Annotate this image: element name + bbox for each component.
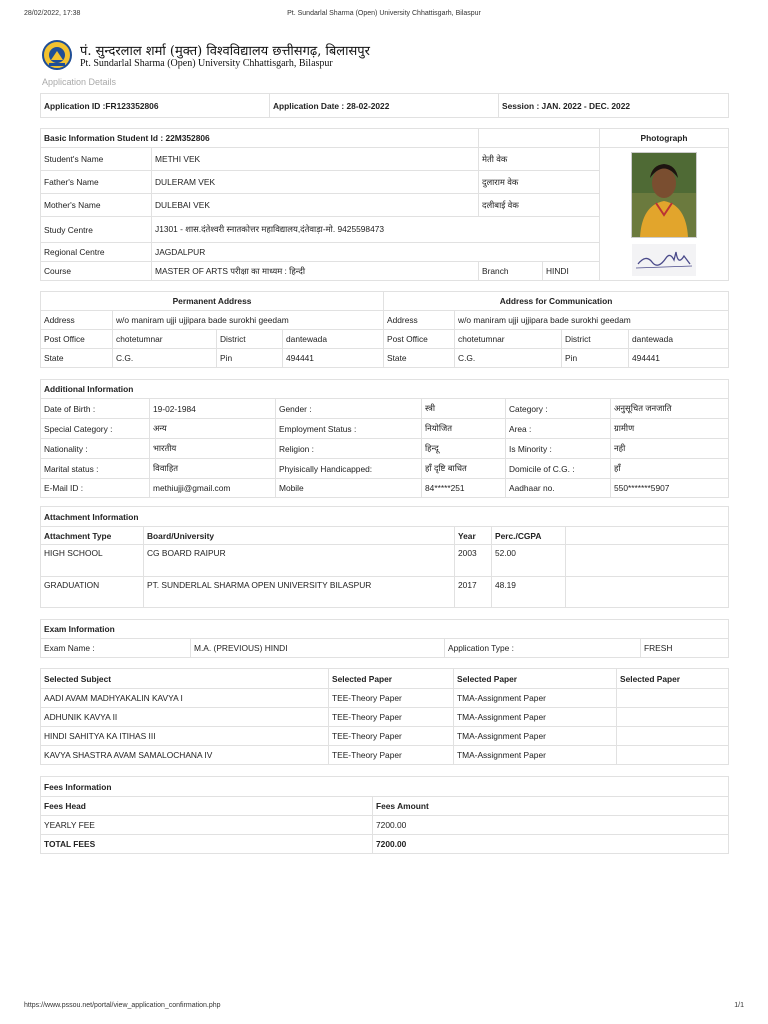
paper-1: TEE-Theory Paper (329, 689, 454, 708)
university-name-english: Pt. Sundarlal Sharma (Open) University Chhattisgarh, Bilaspur (80, 58, 333, 69)
table-row (41, 708, 729, 727)
photo-label: Photograph (600, 129, 729, 148)
paper-1: TEE-Theory Paper (329, 708, 454, 727)
student-name-hindi: मेती वेक (479, 148, 600, 171)
domicile-label: Domicile of C.G. : (506, 459, 611, 479)
table-row (41, 816, 729, 835)
exam-name-value: M.A. (PREVIOUS) HINDI (191, 639, 445, 658)
perm-state-value: C.G. (113, 349, 217, 368)
category-label: Category : (506, 399, 611, 419)
perm-post-office-value: chotetumnar (113, 330, 217, 349)
application-type-label: Application Type : (445, 639, 641, 658)
attachment-perc: 48.19 (492, 577, 566, 608)
attachment-perc: 52.00 (492, 545, 566, 577)
attachment-header-year: Year (455, 527, 492, 545)
perm-district-label: District (217, 330, 283, 349)
attachment-table (40, 506, 729, 608)
mother-name-label: Mother's Name (41, 194, 152, 217)
branch-value: HINDI (543, 262, 600, 281)
minority-value: नही (611, 439, 729, 459)
regional-centre-value: JAGDALPUR (152, 243, 600, 262)
attachment-title: Attachment Information (41, 507, 729, 527)
paper-3 (617, 689, 729, 708)
religion-value: हिन्दू (422, 439, 506, 459)
subject-header: Selected Subject (41, 669, 329, 689)
signature-image (632, 244, 696, 276)
mobile-value: 84*****251 (422, 479, 506, 498)
comm-post-office-label: Post Office (384, 330, 455, 349)
nationality-label: Nationality : (41, 439, 150, 459)
print-datetime: 28/02/2022, 17:38 (24, 10, 81, 17)
comm-pin-label: Pin (562, 349, 629, 368)
paper-1: TEE-Theory Paper (329, 727, 454, 746)
employment-value: नियोजित (422, 419, 506, 439)
comm-pin-value: 494441 (629, 349, 729, 368)
paper-header-1: Selected Paper (329, 669, 454, 689)
gender-label: Gender : (276, 399, 422, 419)
section-label: Application Details (42, 77, 117, 87)
application-strip (40, 93, 729, 118)
basic-info-title: Basic Information Student Id : 22M352806 (41, 129, 479, 148)
special-category-label: Special Category : (41, 419, 150, 439)
comm-address-label: Address (384, 311, 455, 330)
comm-state-value: C.G. (455, 349, 562, 368)
religion-label: Religion : (276, 439, 422, 459)
perm-address-label: Address (41, 311, 113, 330)
category-value: अनुसूचित जनजाति (611, 399, 729, 419)
table-row (41, 727, 729, 746)
comm-district-value: dantewada (629, 330, 729, 349)
attachment-type: GRADUATION (41, 577, 144, 608)
subject-name: KAVYA SHASTRA AVAM SAMALOCHANA IV (41, 746, 329, 765)
table-row (41, 577, 729, 608)
fees-amount: 7200.00 (373, 816, 729, 835)
attachment-header-type: Attachment Type (41, 527, 144, 545)
exam-title: Exam Information (41, 620, 729, 639)
total-fees-amount: 7200.00 (373, 835, 729, 854)
total-fees-label: TOTAL FEES (41, 835, 373, 854)
employment-label: Employment Status : (276, 419, 422, 439)
area-label: Area : (506, 419, 611, 439)
print-title: Pt. Sundarlal Sharma (Open) University Chhattisgarh, Bilaspur (287, 10, 481, 17)
comm-district-label: District (562, 330, 629, 349)
student-name-value: METHI VEK (152, 148, 479, 171)
paper-2: TMA-Assignment Paper (454, 708, 617, 727)
attachment-header-board: Board/University (144, 527, 455, 545)
comm-address-value: w/o maniram ujji ujjipara bade surokhi geedam (455, 311, 729, 330)
application-session: Session : JAN. 2022 - DEC. 2022 (499, 94, 729, 118)
fees-amount-header: Fees Amount (373, 797, 729, 816)
dob-label: Date of Birth : (41, 399, 150, 419)
marital-label: Marital status : (41, 459, 150, 479)
subject-name: HINDI SAHITYA KA ITIHAS III (41, 727, 329, 746)
aadhaar-label: Aadhaar no. (506, 479, 611, 498)
application-date: Application Date : 28-02-2022 (270, 94, 499, 118)
exam-table (40, 619, 729, 658)
university-name-hindi: पं. सुन्दरलाल शर्मा (मुक्त) विश्वविद्यालय छत्तीसगढ़, बिलासपुर (80, 44, 370, 59)
attachment-type: HIGH SCHOOL (41, 545, 144, 577)
communication-address-title: Address for Communication (384, 292, 729, 311)
email-label: E-Mail ID : (41, 479, 150, 498)
additional-info-title: Additional Information (41, 380, 729, 399)
paper-2: TMA-Assignment Paper (454, 746, 617, 765)
aadhaar-value: 550*******5907 (611, 479, 729, 498)
fees-head-header: Fees Head (41, 797, 373, 816)
attachment-year: 2017 (455, 577, 492, 608)
paper-1: TEE-Theory Paper (329, 746, 454, 765)
study-centre-value: J1301 - शास.दंतेश्वरी स्नातकोत्तर महाविद्यालय,दंतेवाड़ा-मो. 9425598473 (152, 217, 600, 243)
address-table (40, 291, 729, 368)
father-name-label: Father's Name (41, 171, 152, 194)
attachment-board: CG BOARD RAIPUR (144, 545, 455, 577)
nationality-value: भारतीय (150, 439, 276, 459)
table-row (41, 545, 729, 577)
fees-title: Fees Information (41, 777, 729, 797)
domicile-value: हाँ (611, 459, 729, 479)
print-url: https://www.pssou.net/portal/view_application_confirmation.php (24, 1002, 221, 1009)
application-type-value: FRESH (641, 639, 729, 658)
student-name-label: Student's Name (41, 148, 152, 171)
handicapped-label: Phyisically Handicapped: (276, 459, 422, 479)
paper-3 (617, 746, 729, 765)
application-id: Application ID :FR123352806 (41, 94, 270, 118)
perm-post-office-label: Post Office (41, 330, 113, 349)
basic-info-table (40, 128, 729, 281)
perm-pin-label: Pin (217, 349, 283, 368)
perm-address-value: w/o maniram ujji ujjipara bade surokhi geedam (113, 311, 384, 330)
minority-label: Is Minority : (506, 439, 611, 459)
course-value: MASTER OF ARTS परीक्षा का माध्यम : हिन्दी (152, 262, 479, 281)
subject-name: AADI AVAM MADHYAKALIN KAVYA I (41, 689, 329, 708)
fees-table (40, 776, 729, 854)
subjects-table (40, 668, 729, 765)
permanent-address-title: Permanent Address (41, 292, 384, 311)
handicapped-value: हाँ दृष्टि बाधित (422, 459, 506, 479)
email-value: methiujji@gmail.com (150, 479, 276, 498)
print-page-number: 1/1 (734, 1002, 744, 1009)
mobile-label: Mobile (276, 479, 422, 498)
father-name-value: DULERAM VEK (152, 171, 479, 194)
mother-name-value: DULEBAI VEK (152, 194, 479, 217)
marital-value: विवाहित (150, 459, 276, 479)
perm-pin-value: 494441 (283, 349, 384, 368)
mother-name-hindi: दलीबाई वेक (479, 194, 600, 217)
perm-state-label: State (41, 349, 113, 368)
student-photo (631, 152, 697, 238)
paper-header-3: Selected Paper (617, 669, 729, 689)
university-logo-icon (42, 40, 72, 70)
study-centre-label: Study Centre (41, 217, 152, 243)
regional-centre-label: Regional Centre (41, 243, 152, 262)
attachment-board: PT. SUNDERLAL SHARMA OPEN UNIVERSITY BILASPUR (144, 577, 455, 608)
fees-head: YEARLY FEE (41, 816, 373, 835)
table-row (41, 746, 729, 765)
additional-info-table (40, 379, 729, 498)
father-name-hindi: दुलाराम वेक (479, 171, 600, 194)
attachment-header-perc: Perc./CGPA (492, 527, 566, 545)
comm-post-office-value: chotetumnar (455, 330, 562, 349)
dob-value: 19-02-1984 (150, 399, 276, 419)
perm-district-value: dantewada (283, 330, 384, 349)
paper-2: TMA-Assignment Paper (454, 727, 617, 746)
paper-3 (617, 708, 729, 727)
paper-header-2: Selected Paper (454, 669, 617, 689)
area-value: ग्रामीण (611, 419, 729, 439)
paper-2: TMA-Assignment Paper (454, 689, 617, 708)
course-label: Course (41, 262, 152, 281)
attachment-year: 2003 (455, 545, 492, 577)
gender-value: स्त्री (422, 399, 506, 419)
special-category-value: अन्य (150, 419, 276, 439)
paper-3 (617, 727, 729, 746)
subject-name: ADHUNIK KAVYA II (41, 708, 329, 727)
branch-label: Branch (479, 262, 543, 281)
table-row (41, 689, 729, 708)
comm-state-label: State (384, 349, 455, 368)
exam-name-label: Exam Name : (41, 639, 191, 658)
